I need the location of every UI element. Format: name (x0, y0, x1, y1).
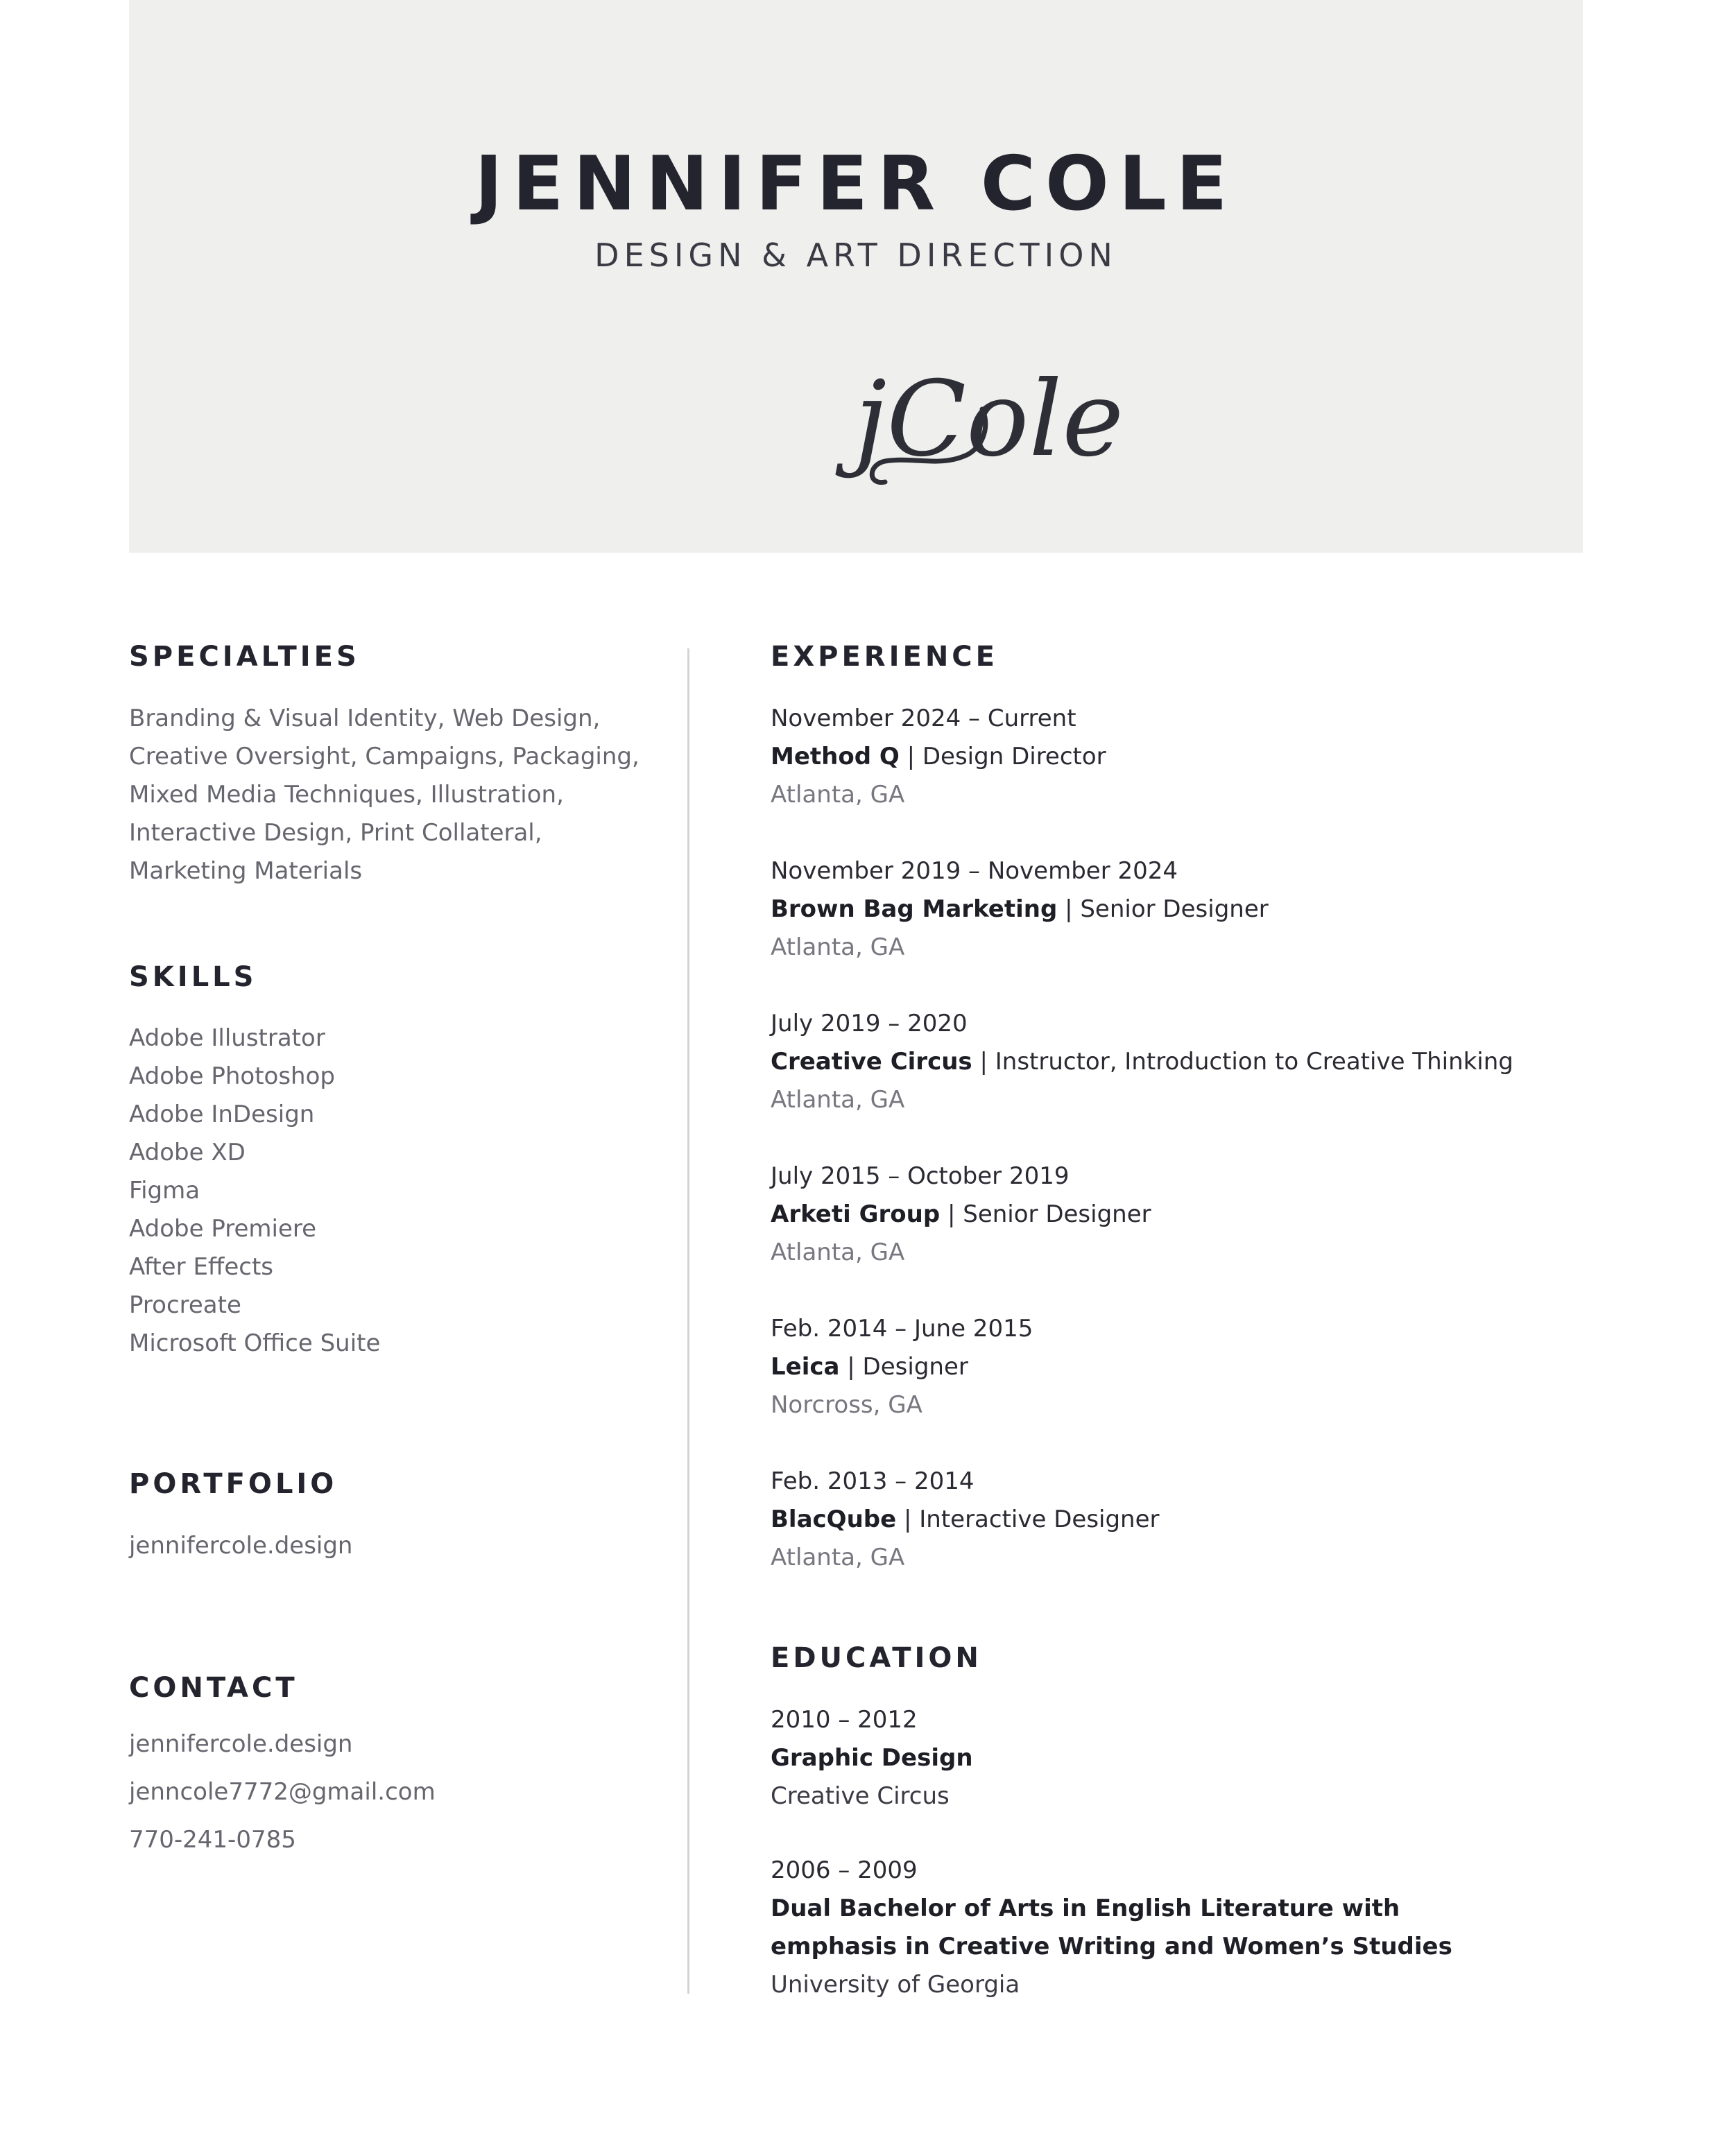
job-company: Arketi Group (771, 1200, 941, 1228)
job-title-line (771, 890, 1269, 929)
job-role: | Interactive Designer (896, 1506, 1160, 1533)
job-role: | Design Director (899, 743, 1106, 770)
job-location: Atlanta, GA (771, 1544, 905, 1571)
signature-text: jCole (854, 359, 1124, 480)
specialties-line: Branding & Visual Identity, Web Design, (129, 705, 601, 732)
job-role: | Senior Designer (1057, 895, 1269, 923)
job-title-line (771, 1501, 1160, 1539)
job-location: Atlanta, GA (771, 933, 905, 961)
list-item: Figma (129, 1177, 200, 1205)
job-title-line (771, 1196, 1151, 1234)
job-location: Atlanta, GA (771, 1086, 905, 1114)
portfolio-heading: PORTFOLIO (129, 1468, 338, 1500)
job-location: Atlanta, GA (771, 781, 905, 809)
job-title-line (771, 1348, 1033, 1386)
specialties-text (129, 700, 639, 890)
job-company: Method Q (771, 743, 900, 770)
specialties-line: Interactive Design, Print Collateral, (129, 819, 542, 847)
education-heading: EDUCATION (771, 1642, 982, 1674)
contact-list (129, 1721, 436, 1864)
job-title-line (771, 738, 1106, 776)
header-banner (129, 0, 1583, 553)
job-role: | Designer (839, 1353, 968, 1381)
job-company: Brown Bag Marketing (771, 895, 1058, 923)
list-item: Procreate (129, 1291, 241, 1319)
contact-phone-link[interactable]: 770-241-0785 (129, 1826, 296, 1854)
job-entry (771, 852, 1269, 967)
tagline: DESIGN & ART DIRECTION (594, 236, 1117, 274)
job-role: | Instructor, Introduction to Creative Thinking (972, 1048, 1513, 1076)
job-date: November 2019 – November 2024 (771, 857, 1178, 885)
column-divider (687, 648, 689, 1994)
skills-list (129, 1019, 380, 1363)
list-item: Adobe InDesign (129, 1101, 315, 1128)
signature-logo (854, 340, 1124, 499)
specialties-line: Mixed Media Techniques, Illustration, (129, 781, 564, 809)
education-degree: Dual Bachelor of Arts in English Literature with (771, 1895, 1400, 1922)
job-company: BlacQube (771, 1506, 897, 1533)
contact-email-link[interactable]: jenncole7772@gmail.com (129, 1778, 436, 1806)
job-entry (771, 1310, 1033, 1424)
job-location: Atlanta, GA (771, 1239, 905, 1266)
list-item: Adobe Illustrator (129, 1024, 325, 1052)
job-date: Feb. 2013 – 2014 (771, 1467, 975, 1495)
education-date: 2006 – 2009 (771, 1856, 918, 1884)
specialties-line: Marketing Materials (129, 857, 363, 885)
job-entry (771, 1157, 1151, 1272)
skills-heading: SKILLS (129, 961, 257, 993)
list-item: After Effects (129, 1253, 274, 1281)
education-entry (771, 1701, 973, 1816)
job-location: Norcross, GA (771, 1391, 922, 1419)
list-item: Adobe Premiere (129, 1215, 317, 1243)
job-title-line (771, 1043, 1513, 1081)
education-date: 2010 – 2012 (771, 1706, 918, 1734)
job-role: | Senior Designer (940, 1200, 1151, 1228)
education-degree: Graphic Design (771, 1744, 973, 1772)
job-entry (771, 700, 1106, 814)
job-date: July 2019 – 2020 (771, 1010, 968, 1037)
list-item: Adobe XD (129, 1139, 246, 1166)
list-item: Adobe Photoshop (129, 1062, 335, 1090)
job-date: Feb. 2014 – June 2015 (771, 1315, 1033, 1343)
experience-heading: EXPERIENCE (771, 641, 998, 673)
job-date: July 2015 – October 2019 (771, 1162, 1070, 1190)
job-company: Leica (771, 1353, 840, 1381)
job-entry (771, 1463, 1160, 1577)
education-entry (771, 1852, 1452, 2004)
portfolio-link[interactable]: jennifercole.design (129, 1532, 353, 1560)
education-school: Creative Circus (771, 1782, 950, 1810)
page-title: JENNIFER COLE (474, 141, 1237, 227)
contact-website-link[interactable]: jennifercole.design (129, 1730, 353, 1758)
specialties-line: Creative Oversight, Campaigns, Packaging, (129, 743, 639, 770)
job-date: November 2024 – Current (771, 705, 1076, 732)
list-item: Microsoft Office Suite (129, 1329, 381, 1357)
job-entry (771, 1005, 1513, 1119)
specialties-heading: SPECIALTIES (129, 641, 360, 673)
contact-heading: CONTACT (129, 1672, 298, 1704)
education-school: University of Georgia (771, 1971, 1020, 1999)
job-company: Creative Circus (771, 1048, 972, 1076)
education-degree: emphasis in Creative Writing and Women’s Studies (771, 1933, 1452, 1960)
